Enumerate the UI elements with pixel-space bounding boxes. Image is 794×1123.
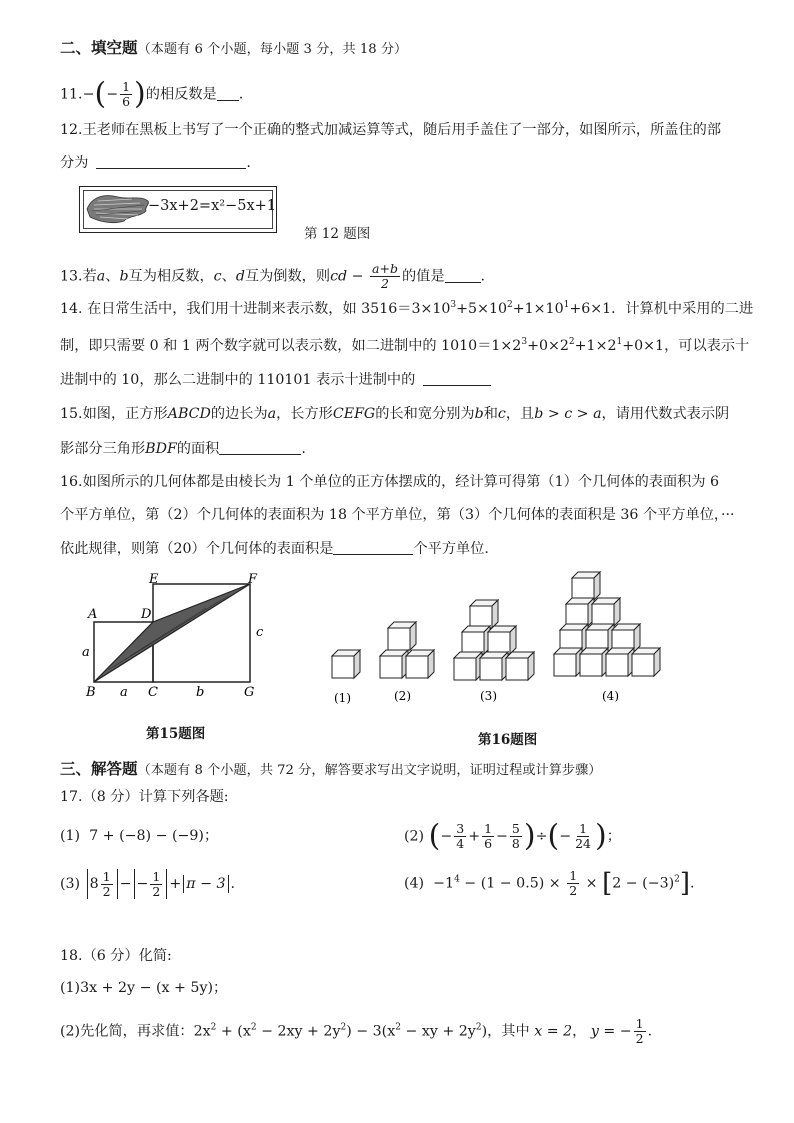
frac-num: 3 (456, 821, 465, 836)
section2-note: （本题有 6 个小题，每小题 3 分，共 18 分） (137, 42, 408, 57)
section2-title: 二、填空题 (60, 38, 138, 57)
q11-left-paren: ( (94, 76, 107, 112)
q14-l1c: +1×10 (512, 301, 564, 317)
q15-abcd: ABCD (167, 406, 211, 422)
bracket: [ (602, 868, 613, 899)
frac-den: 24 (575, 836, 591, 851)
q14-e1: 3 (450, 300, 457, 310)
frac-num: 1 (484, 821, 493, 836)
q18-x: x = 2 (534, 1023, 573, 1040)
paren: ( (428, 818, 441, 854)
abs-bar (117, 869, 118, 899)
frac-num: 1 (635, 1016, 644, 1031)
solid-4 (554, 572, 660, 676)
q17-p4-c: × (581, 875, 603, 892)
q13-var-c: c (213, 268, 222, 285)
q14-l1a: 14. 在日常生活中，我们用十进制来表示数，如 3516＝3×10 (60, 301, 451, 317)
q18-y: y = − (590, 1023, 632, 1040)
solid-3 (454, 600, 534, 680)
frac-den: 2 (381, 276, 389, 291)
solid-label-1: (1) (334, 691, 351, 705)
question-15-line2 (60, 439, 306, 459)
frac-den: 6 (122, 94, 131, 109)
solid-label-2: (2) (394, 689, 411, 703)
frac-den: 8 (511, 836, 520, 851)
frac-num: 1 (152, 868, 161, 884)
paren: ) (595, 818, 607, 854)
q17-p4-e1: 4 (454, 874, 460, 885)
q11-minus: − (82, 86, 95, 103)
q15-l1c: ，长方形 (276, 406, 333, 422)
shaded-triangle-bdf (94, 584, 250, 682)
q14-f2: 2 (568, 337, 575, 347)
q17-p4-d: 2 − (−3) (612, 875, 675, 892)
q13-sep1: 、 (105, 268, 120, 285)
question-14-line3 (60, 370, 491, 390)
label-A: A (88, 607, 98, 622)
exp: 2 (395, 1022, 401, 1033)
q12-caption: 第 12 题图 (304, 226, 371, 242)
q11-inner-minus: − (106, 86, 119, 103)
label-D: D (141, 607, 152, 622)
q14-l1d: +6×1．计算机中采用的二进 (569, 301, 754, 317)
q15-l1a: 15.如图，正方形 (60, 406, 168, 422)
abs-bar (183, 875, 184, 893)
frac-den: 2 (569, 883, 578, 898)
q15-l1d: 的长和宽分别为 (375, 406, 475, 422)
q15-l2a: 影部分三角形 (60, 441, 146, 457)
q18-p2-d: ) − 3(x (346, 1023, 396, 1040)
label-F: F (248, 572, 258, 587)
question-14-line2 (60, 336, 749, 356)
frac-den: 2 (152, 883, 161, 899)
frac (634, 1017, 646, 1046)
q13-var-d: d (235, 268, 245, 285)
exp: 2 (250, 1022, 257, 1033)
q11-right-paren: ) (134, 76, 146, 112)
q15-b: b (474, 406, 484, 422)
q15-cefg: CEFG (332, 406, 376, 422)
q15-bdf: BDF (145, 441, 177, 457)
label-G: G (244, 685, 255, 700)
q13-var-a: a (96, 268, 106, 285)
question-12-line2 (60, 153, 251, 173)
q16-l3a: 依此规律，则第（20）个几何体的表面积是 (60, 541, 334, 557)
q13-text1: 互为相反数， (128, 268, 214, 285)
exp: 2 (475, 1022, 482, 1033)
q18-p2-e: − xy + 2y (400, 1023, 476, 1040)
shading-hatch (108, 596, 228, 670)
q18-p2-c: − 2xy + 2y (256, 1023, 341, 1040)
frac (454, 822, 466, 851)
q13-answer-blank[interactable] (445, 268, 481, 283)
q17-p3-whole: 8 (89, 876, 99, 892)
q18-part-2 (60, 1017, 652, 1046)
q11-fraction (120, 80, 132, 109)
q12-equation: −3x+2=x²−5x+1 (148, 198, 276, 214)
frac (101, 870, 113, 899)
q13-text3: 的值是 (401, 268, 445, 285)
frac-num: 1 (569, 868, 578, 883)
q15-a: a (267, 406, 277, 422)
q14-l3: 进制中的 10，那么二进制中的 110101 表示十进制中的 (60, 372, 416, 388)
abs-bar (166, 869, 167, 899)
frac (510, 822, 522, 851)
question-16-line3 (60, 539, 489, 559)
frac (482, 822, 494, 851)
q15-answer-blank[interactable] (219, 440, 301, 455)
q13-var-b: b (119, 268, 129, 285)
question-16-line2: 个平方单位，第（2）个几何体的表面积为 18 个平方单位，第（3）个几何体的表面积是 36 个平方单位，··· (60, 507, 735, 523)
q17-p2-label: (2) (404, 828, 425, 845)
label-C: C (148, 685, 158, 700)
q17-p3-label: (3) (60, 876, 81, 892)
frac-den: 2 (102, 883, 111, 899)
q13-fraction (370, 262, 400, 291)
q13-sep2: 、 (221, 268, 236, 285)
q16-l3b: 个平方单位. (413, 541, 489, 557)
frac-den: 2 (635, 1031, 644, 1046)
question-12-line1: 12.王老师在黑板上书写了一个正确的整式加减运算等式，随后用手盖住了一部分，如图所示，所盖住的部 (60, 122, 722, 138)
question-15-line1 (60, 404, 729, 424)
label-side-a-bottom: a (120, 685, 128, 700)
q12-blackboard-figure (79, 186, 277, 233)
section2-header (60, 36, 407, 58)
figure-16 (322, 562, 682, 712)
q15-ineq: b > c > a (534, 406, 602, 422)
q13-cd: cd (330, 268, 348, 285)
frac (573, 822, 593, 851)
frac-num: a+b (372, 261, 398, 276)
paren: ( (547, 818, 560, 854)
q11-text: 的相反数是 (145, 86, 217, 103)
q17-part-2: (2) (− $\frac{3}{4}$ + $\frac{1}{6}$ − $\frac{5}{8}$ )÷(− $\frac{1}{24}$ )； (404, 818, 621, 854)
q18-end: . (647, 1023, 653, 1040)
q14-e2: 2 (507, 300, 513, 310)
q12-answer-blank[interactable] (96, 154, 246, 169)
q18-sep: ， (572, 1023, 587, 1040)
q14-answer-blank[interactable] (423, 371, 491, 386)
frac-num: 5 (511, 821, 520, 836)
section3-header (60, 757, 601, 779)
figure-16-caption: 第16题图 (478, 732, 538, 748)
figure-15-caption: 第15题图 (146, 726, 206, 742)
q13-minus: − (347, 268, 369, 285)
solid-label-4: (4) (602, 689, 619, 703)
q16-answer-blank[interactable] (333, 540, 413, 555)
label-side-b: b (196, 685, 205, 700)
q17-p4-b: − (1 − 0.5) × (459, 875, 566, 892)
q17-part-4: $(4) -1^4 - (1 - 0.5)$ × $\frac{1}{2}$ × $[2 - (-3)^2]$. (404, 868, 695, 899)
question-14-line1 (60, 299, 753, 319)
q14-f1: 3 (521, 337, 528, 347)
q11-end: . (238, 86, 244, 103)
frac-num: 1 (122, 79, 131, 94)
abs-bar (134, 869, 135, 899)
q17-part-3: (3) 8 $\frac{1}{2}$ − − $\frac{1}{2}$ + π − 3 . (60, 868, 236, 899)
question-18-header: 18.（6 分）化简: (60, 948, 172, 964)
exp: 2 (210, 1022, 217, 1033)
q17-p4-label: (4) (404, 875, 425, 892)
figure-15 (78, 572, 278, 702)
label-E: E (149, 572, 159, 587)
q14-l2b: +0×2 (527, 338, 569, 354)
q17-p1-label: (1) (60, 828, 81, 844)
q15-l1f: ，且 (505, 406, 535, 422)
q17-p4-e2: 2 (674, 874, 680, 885)
q18-part-1: (1)3x + 2y − (x + 5y)； (60, 980, 228, 996)
q12-end: . (246, 155, 251, 171)
section3-note: （本题有 8 个小题，共 72 分，解答要求写出文字说明，证明过程或计算步骤） (137, 763, 602, 778)
q15-end: . (301, 441, 306, 457)
q14-l1b: +5×10 (456, 301, 508, 317)
section3-title: 三、解答题 (60, 759, 138, 778)
q11-answer-blank[interactable] (217, 86, 239, 101)
q18-p2-b: + (x (216, 1023, 251, 1040)
q17-p1-expr: 7 + (−8) − (−9)； (89, 828, 219, 844)
paren: ) (523, 818, 536, 854)
label-B: B (86, 685, 96, 700)
question-13 (60, 262, 485, 291)
covering-hand-icon (84, 191, 154, 227)
q14-f3: 1 (616, 337, 623, 347)
solid-2 (380, 622, 434, 678)
frac-num: 1 (102, 868, 111, 884)
frac-den: 6 (484, 836, 493, 851)
q15-c: c (497, 406, 506, 422)
q11-number: 11. (60, 86, 83, 103)
q13-prefix: 13.若 (60, 268, 97, 285)
q14-e3: 1 (563, 300, 570, 310)
q13-end: . (480, 268, 486, 285)
q14-l2a: 制，即只需要 0 和 1 两个数字就可以表示数，如二进制中的 1010＝1×2 (60, 338, 522, 354)
q17-part-1 (60, 826, 218, 846)
q17-p3-tail: π − 3 (186, 876, 226, 892)
question-11 (60, 76, 244, 112)
label-side-a-left: a (82, 645, 90, 660)
abs-bar (87, 869, 88, 899)
q15-l1e: 和 (483, 406, 498, 422)
question-17-header: 17.（8 分）计算下列各题: (60, 789, 229, 805)
exp: 2 (340, 1022, 347, 1033)
question-16-line1: 16.如图所示的几何体都是由棱长为 1 个单位的正方体摆成的，经计算可得第（1）个几何体的表面积为 6 (60, 474, 720, 490)
q17-p4-a: −1 (433, 875, 455, 892)
frac (567, 869, 579, 898)
label-side-c: c (256, 625, 264, 640)
solid-1 (332, 650, 360, 678)
q14-l2c: +1×2 (574, 338, 617, 354)
q15-l1g: ，请用代数式表示阴 (601, 406, 730, 422)
abs-bar (228, 875, 229, 893)
solid-label-3: (3) (480, 689, 497, 703)
q15-l1b: 的边长为 (210, 406, 268, 422)
bracket: ] (679, 868, 691, 899)
q18-p2-a: (2)先化简，再求值：2x (60, 1023, 211, 1040)
frac-den: 4 (456, 836, 465, 851)
frac-num: 1 (579, 821, 588, 836)
q14-l2d: +0×1，可以表示十 (622, 338, 750, 354)
frac (150, 870, 162, 899)
q13-text2: 互为倒数，则 (244, 268, 331, 285)
q15-l2b: 的面积 (176, 441, 220, 457)
q12-line2-text: 分为 (60, 155, 89, 171)
q18-p2-f: )，其中 (481, 1023, 530, 1040)
